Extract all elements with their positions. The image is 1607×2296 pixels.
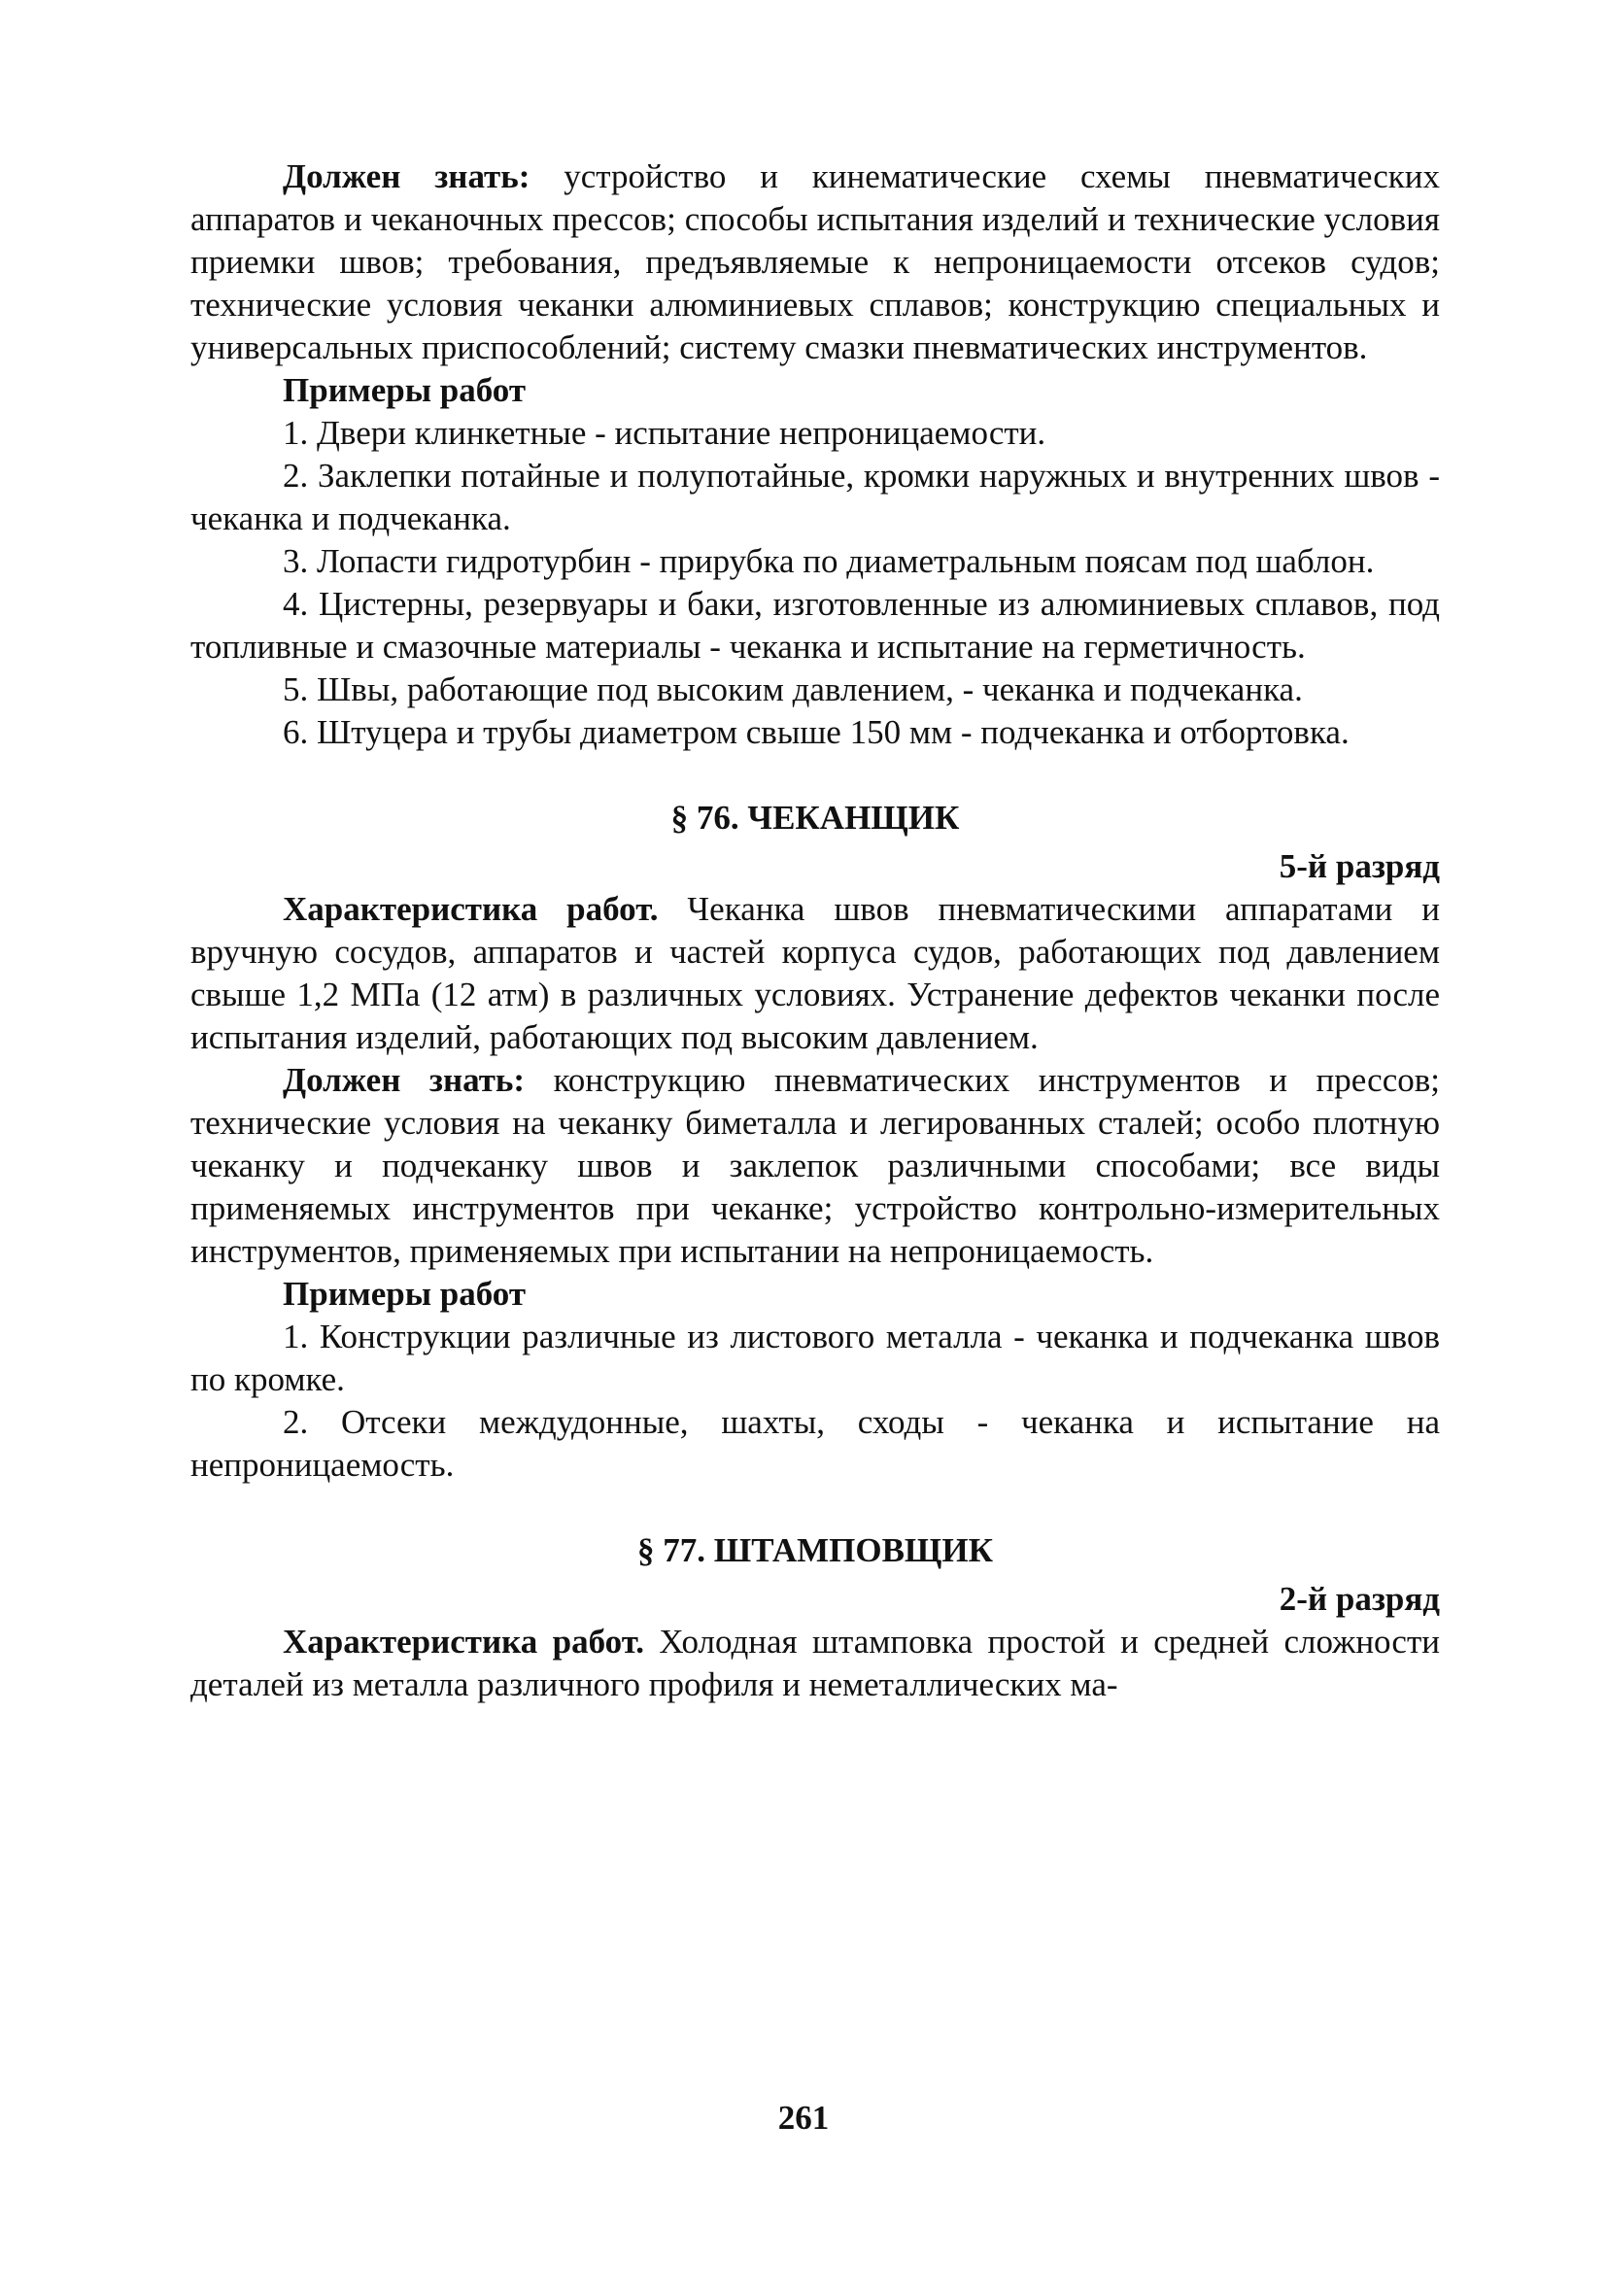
example-item: 4. Цистерны, резервуары и баки, изготовленные из алюминиевых сплавов, под топливные и смазочные материалы - чеканка и испытание на герметичность. bbox=[190, 585, 1440, 666]
example-item: 2. Заклепки потайные и полупотайные, кромки наружных и внутренних швов - чеканка и подчеканка. bbox=[190, 457, 1440, 537]
document-page bbox=[190, 155, 1440, 1706]
must-know-label: Должен знать: bbox=[283, 1061, 526, 1099]
example-item: 1. Двери клинкетные - испытание непроницаемости. bbox=[283, 414, 1046, 452]
characteristic-text: Холодная штамповка простой и средней сложности деталей из металла различного профиля и неметаллических ма- bbox=[190, 1623, 1440, 1703]
example-item: 5. Швы, работающие под высоким давлением, - чеканка и подчеканка. bbox=[283, 670, 1303, 708]
example-item: 1. Конструкции различные из листового металла - чеканка и подчеканка швов по кромке. bbox=[190, 1318, 1440, 1398]
must-know-text: конструкцию пневматических инструментов и прессов; технические условия на чеканку биметалла и легированных сталей; особо плотную чеканку и подчеканку швов и заклепок различными способами; все виды применяемых инструментов при чеканке; устройство контрольно-измерительных инструментов, применяемых при испытании на непроницаемость. bbox=[190, 1061, 1440, 1270]
section-76-title: § 76. ЧЕКАНЩИК bbox=[670, 799, 960, 837]
examples-heading: Примеры работ bbox=[283, 371, 527, 409]
characteristic-text: Чеканка швов пневматическими аппаратами и вручную сосудов, аппаратов и частей корпуса судов, работающих под давлением свыше 1,2 МПа (12 атм) в различных условиях. Устранение дефектов чеканки после испытания изделий, работающих под высоким давлением. bbox=[190, 890, 1440, 1056]
example-item: 6. Штуцера и трубы диаметром свыше 150 мм - подчеканка и отбортовка. bbox=[283, 713, 1350, 751]
must-know-label: Должен знать: bbox=[283, 157, 530, 195]
section-76-must-know bbox=[190, 1059, 1440, 1273]
section-76-rank: 5-й разряд bbox=[1279, 847, 1440, 885]
must-know-paragraph bbox=[190, 155, 1440, 369]
example-item: 2. Отсеки междудонные, шахты, сходы - чеканка и испытание на непроницаемость. bbox=[190, 1403, 1440, 1484]
example-item: 3. Лопасти гидротурбин - прирубка по диаметральным поясам под шаблон. bbox=[283, 542, 1375, 580]
section-76-characteristic bbox=[190, 888, 1440, 1059]
characteristic-label: Характеристика работ. bbox=[283, 890, 659, 928]
section-77-rank: 2-й разряд bbox=[1279, 1580, 1440, 1618]
examples-heading: Примеры работ bbox=[283, 1275, 527, 1313]
section-77-title: § 77. ШТАМПОВЩИК bbox=[637, 1531, 993, 1569]
page-number: 261 bbox=[777, 2099, 830, 2137]
characteristic-label: Характеристика работ. bbox=[283, 1623, 645, 1661]
section-77-characteristic bbox=[190, 1621, 1440, 1706]
must-know-text: устройство и кинематические схемы пневматических аппаратов и чеканочных прессов; способы испытания изделий и технические условия приемки швов; требования, предъявляемые к непроницаемости отсеков судов; технические условия чеканки алюминиевых сплавов; конструкцию специальных и универсальных приспособлений; систему смазки пневматических инструментов. bbox=[190, 157, 1440, 366]
